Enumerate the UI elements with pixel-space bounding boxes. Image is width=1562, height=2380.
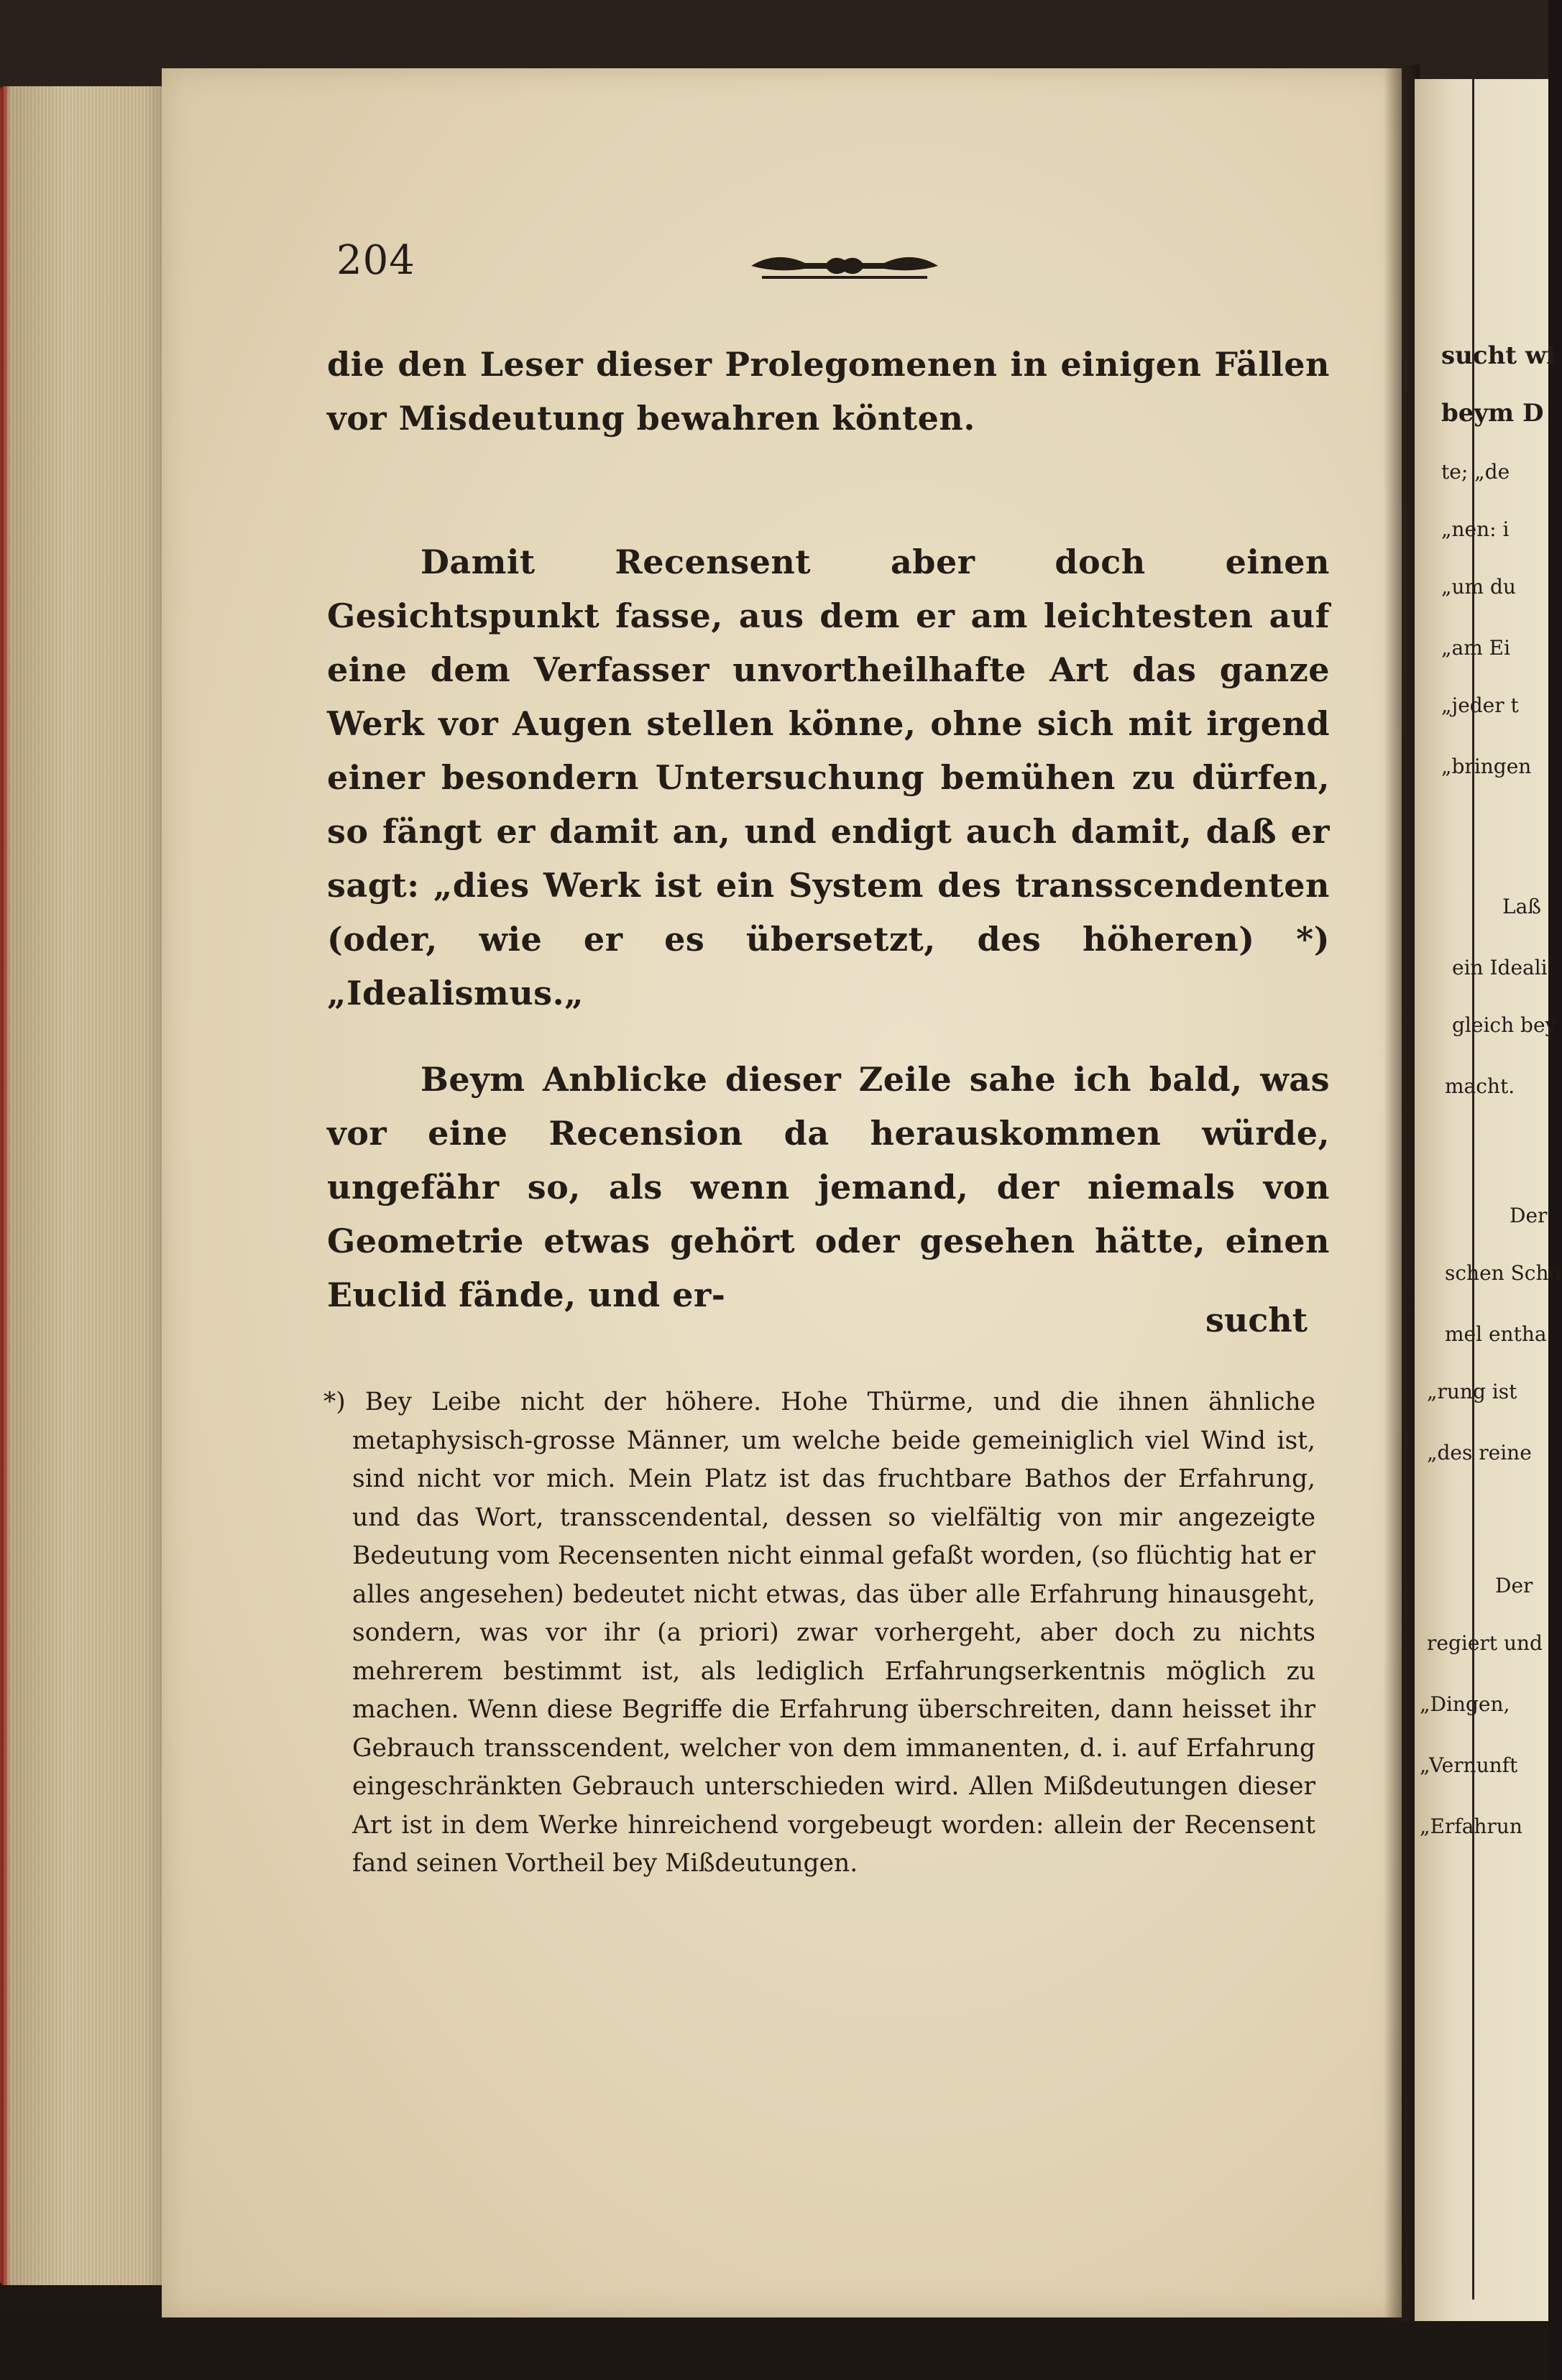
right-page-line: „Dingen, <box>1420 1692 1510 1716</box>
footnote <box>323 1383 1315 1883</box>
right-page-line: sucht wi <box>1441 341 1556 370</box>
main-text-block <box>327 535 1330 1020</box>
page-number: 204 <box>336 237 415 284</box>
right-page-line: „nen: i <box>1441 517 1510 541</box>
paragraph: Damit Recensent aber doch einen Gesichtspunkt fasse, aus dem er am leichtesten auf eine dem Verfasser unvortheilhafte Art das ganze Werk vor Augen stellen könne, ohne sich mit irgend einer besondern Untersuchung bemühen zu dürfen, so fängt er damit an, und endigt auch damit, daß er sagt: „dies Werk ist ein System des transscendenten (oder, wie er es übersetzt, des höheren) *) „Idealismus.„ <box>327 543 1330 1013</box>
catchword: sucht <box>1205 1301 1308 1339</box>
right-page-line: beym D <box>1441 399 1544 428</box>
right-page-line: Der <box>1510 1204 1548 1227</box>
right-page-line: „um du <box>1441 575 1516 599</box>
right-page-line: „rung ist <box>1427 1380 1517 1403</box>
right-page-line: „am Ei <box>1441 636 1511 660</box>
right-page-line: Laß <box>1502 895 1541 918</box>
book-page-edges <box>0 86 165 2285</box>
right-page-line: macht. <box>1445 1074 1515 1098</box>
right-page-line: „Vernunft <box>1420 1753 1518 1777</box>
right-page-line: regiert und <box>1427 1631 1543 1655</box>
right-page-line: te; „de <box>1441 460 1510 484</box>
right-page-line: „Erfahrun <box>1420 1814 1522 1838</box>
footnote-marker: *) <box>323 1388 346 1416</box>
footnote-text: Bey Leibe nicht der höhere. Hohe Thürme, und die ihnen ähnliche metaphysisch-grosse Männer, um welche beide gemeiniglich viel Wind ist, sind nicht vor mich. Mein Platz ist das fruchtbare Bathos der Erfahrung, und das Wort, transscendental, dessen so vielfältig von mir angezeigte Bedeutung vom Recensenten nicht einmal gefaßt worden, (so flüchtig hat er alles angesehen) bedeutet nicht etwas, das über alle Erfahrung hinausgeht, sondern, was vor ihr (a priori) zwar vorhergeht, aber doch zu nichts mehrerem bestimmt ist, als lediglich Erfahrungserkentnis möglich zu machen. Wenn diese Begriffe die Erfahrung überschreiten, dann heisset ihr Gebrauch transscendent, welcher von dem immanenten, d. i. auf Erfahrung eingeschränkten Gebrauch unterschieden wird. Allen Mißdeutungen dieser Art ist in dem Werke hinreichend vorgebeugt worden: allein der Recensent fand seinen Vortheil bey Mißdeutungen. <box>352 1388 1315 1878</box>
paragraph: die den Leser dieser Prolegomenen in einigen Fällen vor Misdeutung bewahren könten. <box>327 345 1330 438</box>
main-text-block <box>327 1053 1330 1322</box>
printer-ornament-icon <box>748 244 942 287</box>
right-page-line: „jeder t <box>1441 693 1519 717</box>
main-text-block <box>327 338 1330 446</box>
right-page-line: „bringen <box>1441 755 1532 778</box>
right-page-line: ein Ideali <box>1452 956 1548 979</box>
right-page-line: „des reine <box>1427 1441 1532 1465</box>
right-page-line: gleich bey <box>1452 1013 1557 1037</box>
right-page-line: schen Schu <box>1445 1261 1562 1285</box>
paragraph: Beym Anblicke dieser Zeile sahe ich bald, was vor eine Recension da herauskommen würde, ungefähr so, als wenn jemand, der niemals von Geometrie etwas gehört oder gesehen hätte, einen Euclid fände, und er- <box>327 1060 1330 1314</box>
right-page-line: Der <box>1495 1574 1533 1597</box>
right-page-line: mel entha <box>1445 1322 1547 1346</box>
